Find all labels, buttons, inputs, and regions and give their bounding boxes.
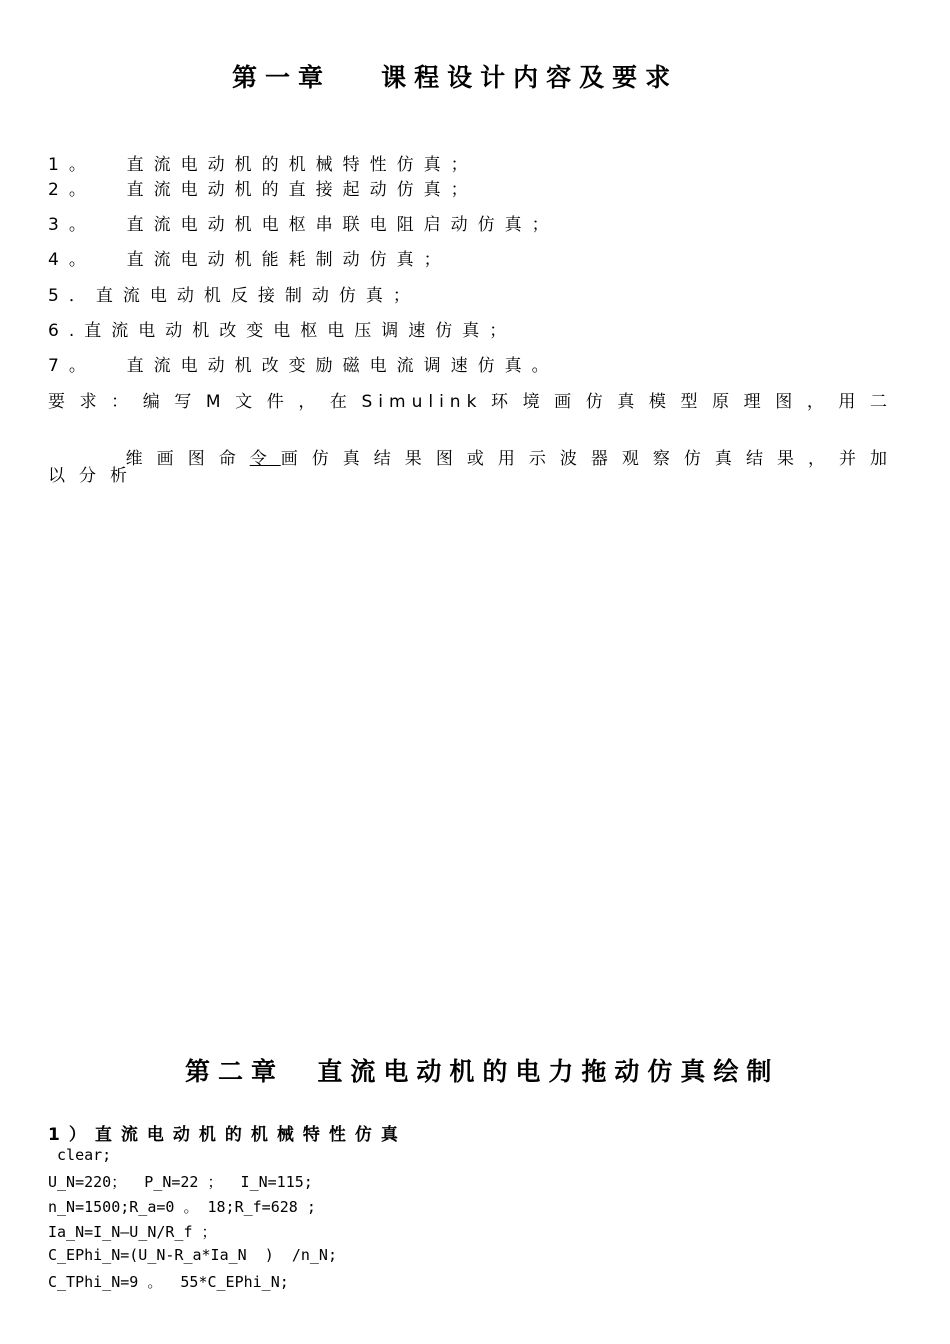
code-line: C_EPhi_N=(U_N-R_a*Ia_N ) /n_N; — [48, 1246, 337, 1264]
code-line: clear; — [48, 1146, 112, 1164]
requirement-line: 以分析 — [48, 466, 141, 486]
list-item: 3。 直流电动机电枢串联电阻启动仿真； — [48, 215, 559, 235]
list-item: 1。 直流电动机的机械特性仿真； — [48, 155, 478, 175]
chapter1-title: 第一章 课程设计内容及要求 — [232, 63, 679, 92]
list-item: 2。 直流电动机的直接起动仿真； — [48, 180, 478, 200]
chapter2-title: 第二章 直流电动机的电力拖动仿真绘制 — [185, 1057, 780, 1086]
underlined-char: 令 — [249, 449, 281, 469]
list-item: 7。 直流电动机改变励磁电流调速仿真。 — [48, 356, 559, 376]
list-item: 6.直流电动机改变电枢电压调速仿真； — [48, 321, 517, 341]
section1-title: 1）直流电动机的机械特性仿真 — [48, 1125, 407, 1145]
requirement-line — [48, 424, 893, 489]
requirement-text: 维画图命 — [125, 449, 250, 469]
code-line: n_N=1500;R_a=0 。 18;R_f=628 ; — [48, 1198, 316, 1216]
code-line: Ia_N=I_N—U_N/R_f ； — [48, 1223, 217, 1241]
requirement-text: 画仿真结果图或用示波器观察仿真结果，并加 — [280, 449, 894, 469]
list-item: 5．直流电动机反接制动仿真； — [48, 286, 420, 306]
requirement-line: 要求：编写M文件，在Simulink环境画仿真模型原理图，用二 — [48, 392, 893, 412]
code-line: C_TPhi_N=9 。 55*C_EPhi_N; — [48, 1273, 289, 1291]
code-line: U_N=220； P_N=22 ； I_N=115; — [48, 1173, 313, 1191]
list-item: 4。 直流电动机能耗制动仿真； — [48, 250, 451, 270]
